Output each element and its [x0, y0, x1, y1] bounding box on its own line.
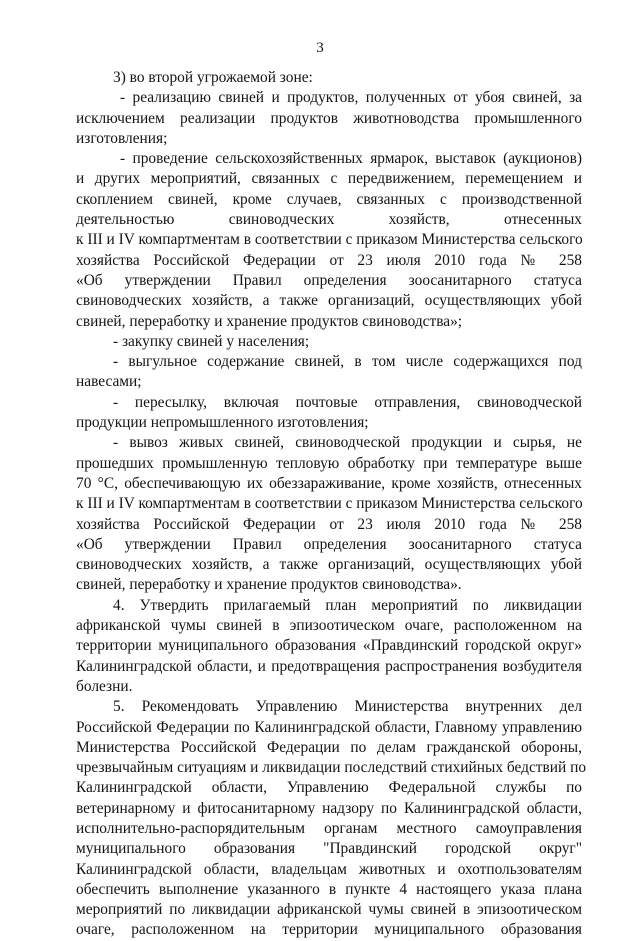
- text-line: хозяйства Российской Федерации от 23 июля 2010 года № 258: [76, 251, 582, 269]
- text-line: Министерства Российской Федерации по делам гражданской обороны,: [76, 738, 582, 756]
- text-line: 70 °С, обеспечивающую их обеззараживание, кроме хозяйств, отнесенных: [76, 474, 582, 492]
- text-line: 4. Утвердить прилагаемый план мероприятий по ликвидации: [113, 596, 582, 614]
- text-line: к III и IV компартментам в соответствии с приказом Министерства сельского: [76, 231, 583, 249]
- text-line: свиней, переработку и хранение продуктов свиноводства».: [76, 576, 462, 594]
- text-line: прошедших промышленную тепловую обработку при температуре выше: [76, 454, 582, 472]
- text-line: Российской Федерации по Калининградской области, Главному управлению: [76, 718, 582, 736]
- text-line: - проведение сельскохозяйственных ярмарок, выставок (аукционов): [120, 150, 582, 168]
- text-line: продукции непромышленного изготовления;: [76, 414, 369, 432]
- text-line: 3) во второй угрожаемой зоне:: [113, 69, 313, 86]
- text-line: болезни.: [76, 677, 133, 695]
- text-line: Калининградской области, и предотвращения распространения возбудителя: [76, 657, 582, 675]
- text-line: «Об утверждении Правил определения зоосанитарного статуса: [76, 271, 582, 289]
- text-line: свиней, переработку и хранение продуктов свиноводства»;: [76, 312, 463, 330]
- text-line: обеспечить выполнение указанного в пункте 4 настоящего указа плана: [76, 880, 582, 898]
- text-line: «Об утверждении Правил определения зоосанитарного статуса: [76, 535, 582, 553]
- document-body: [76, 68, 587, 941]
- text-line: к III и IV компартментам в соответствии с приказом Министерства сельского: [76, 495, 583, 513]
- text-line: - вывоз живых свиней, свиноводческой продукции и сырья, не: [113, 434, 582, 452]
- text-line: Калининградской области, Управлению Федеральной службы по: [76, 779, 582, 797]
- text-line: свиноводческих хозяйств, а также организаций, осуществляющих убой: [76, 292, 582, 310]
- text-line: территории муниципального образования «Правдинский городской округ»: [76, 637, 582, 655]
- text-line: и других мероприятий, связанных с передвижением, перемещением и: [76, 170, 582, 188]
- text-line: исполнительно-распорядительным органам местного самоуправления: [76, 819, 582, 837]
- text-line: деятельностью свиноводческих хозяйств, отнесенных: [76, 211, 582, 229]
- text-line: скоплением свиней, кроме случаев, связанных с производственной: [76, 190, 582, 208]
- text-line: чрезвычайным ситуациям и ликвидации последствий стихийных бедствий по: [76, 759, 587, 777]
- text-line: мероприятий по ликвидации африканской чумы свиней в эпизоотическом: [76, 901, 582, 919]
- text-line: изготовления;: [76, 129, 168, 147]
- text-line: свиноводческих хозяйств, а также организаций, осуществляющих убой: [76, 556, 582, 574]
- text-line: - выгульное содержание свиней, в том числе содержащихся под: [113, 353, 582, 371]
- text-line: исключением реализации продуктов животноводства промышленного: [76, 109, 582, 127]
- text-line: Калининградской области, владельцам животных и охотпользователям: [76, 860, 582, 878]
- text-line: - реализацию свиней и продуктов, полученных от убоя свиней, за: [120, 89, 582, 107]
- text-line: навесами;: [76, 373, 142, 391]
- text-line: 5. Рекомендовать Управлению Министерства внутренних дел: [113, 698, 582, 716]
- text-line: - закупку свиней у населения;: [113, 332, 310, 350]
- text-line: очаге, расположенном на территории муниципального образования: [76, 921, 582, 939]
- text-line: - пересылку, включая почтовые отправления, свиноводческой: [113, 393, 582, 411]
- text-line: муниципального образования "Правдинский городской округ": [76, 840, 582, 858]
- text-line: хозяйства Российской Федерации от 23 июля 2010 года № 258: [76, 515, 582, 533]
- page-number: 3: [316, 40, 324, 56]
- text-line: ветеринарному и фитосанитарному надзору по Калининградской области,: [76, 799, 582, 817]
- text-line: африканской чумы свиней в эпизоотическом очаге, расположенном на: [76, 617, 582, 635]
